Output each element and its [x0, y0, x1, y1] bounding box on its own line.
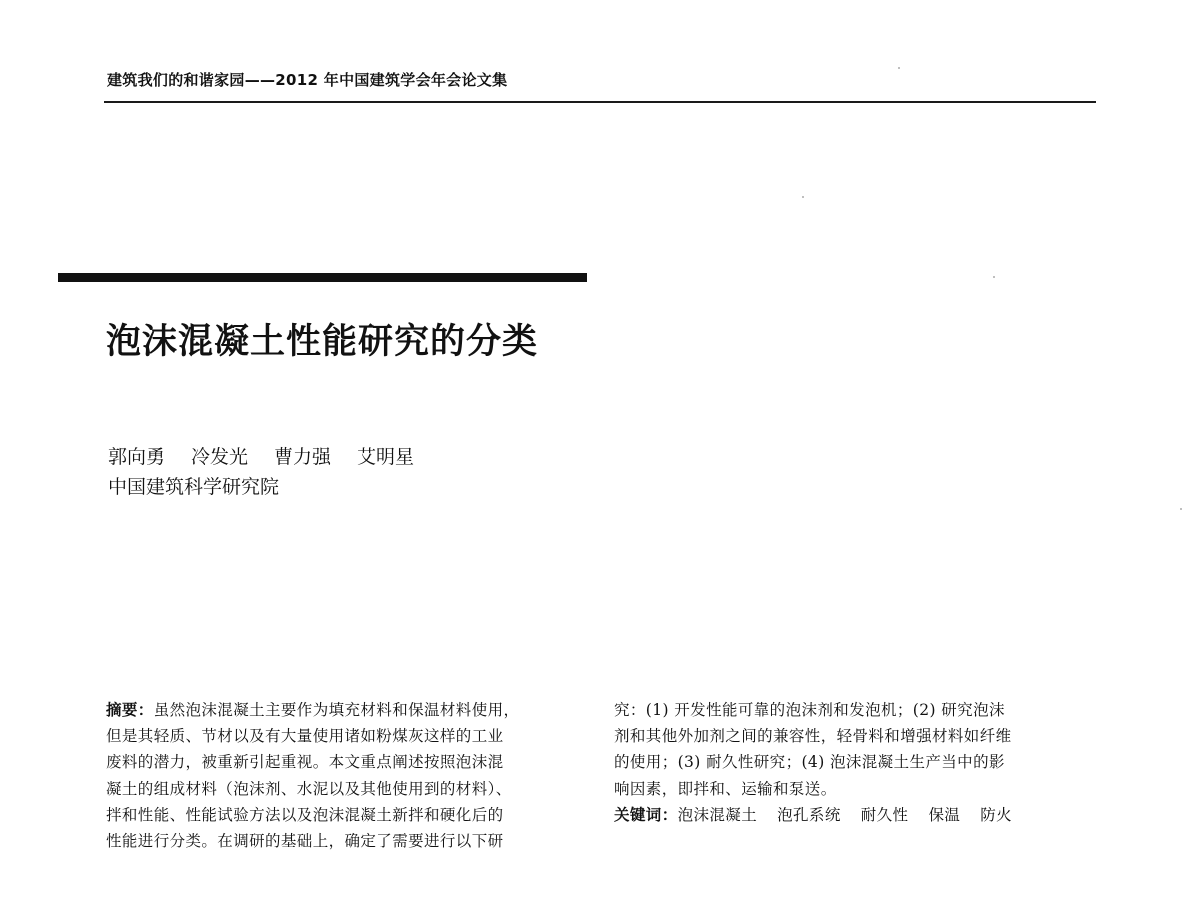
keyword: 耐久性: [860, 805, 909, 824]
keyword: 保温: [928, 805, 961, 824]
keywords-label: 关键词：: [614, 805, 678, 824]
abstract-line: 拌和性能、性能试验方法以及泡沫混凝土新拌和硬化后的: [106, 805, 504, 824]
abstract-line: 的使用；(3) 耐久性研究；(4) 泡沫混凝土生产当中的影: [614, 753, 1005, 772]
scan-speck: [898, 67, 900, 69]
keywords-line: [614, 802, 1100, 828]
abstract-text: 虽然泡沫混凝土主要作为填充材料和保温材料使用，: [153, 701, 520, 719]
abstract-line: 但是其轻质、节材以及有大量使用诸如粉煤灰这样的工业: [106, 727, 504, 746]
abstract-line: 废料的潜力，被重新引起重视。本文重点阐述按照泡沫混: [106, 753, 504, 772]
author-name: 艾明星: [357, 446, 415, 468]
scan-speck: [1180, 508, 1182, 510]
abstract-line: 性能进行分类。在调研的基础上，确定了需要进行以下研: [106, 832, 504, 851]
author-name: 曹力强: [274, 446, 332, 468]
keyword: 防火: [980, 805, 1013, 824]
running-header: 建筑我们的和谐家园——2012 年中国建筑学会年会论文集: [107, 71, 508, 89]
scan-speck: [993, 276, 995, 278]
abstract-line: [106, 697, 592, 723]
author-name: 冷发光: [191, 446, 249, 468]
paper-title: 泡沫混凝土性能研究的分类: [106, 322, 539, 362]
keyword: 泡沫混凝土: [677, 805, 758, 824]
affiliation: 中国建筑科学研究院: [108, 476, 280, 498]
author-list: [108, 442, 414, 469]
abstract-line: 剂和其他外加剂之间的兼容性，轻骨料和增强材料如纤维: [614, 727, 1012, 746]
abstract-line: 响因素，即拌和、运输和泵送。: [614, 779, 837, 798]
abstract-column-right: [614, 697, 1100, 828]
header-rule: [104, 101, 1096, 103]
abstract-column-left: [106, 697, 592, 854]
author-name: 郭向勇: [108, 446, 166, 468]
abstract-label: 摘要：: [106, 701, 154, 719]
abstract-line: 究：(1) 开发性能可靠的泡沫剂和发泡机；(2) 研究泡沫: [614, 701, 1005, 719]
title-bar: [58, 273, 587, 282]
abstract-line: 凝土的组成材料（泡沫剂、水泥以及其他使用到的材料）、: [106, 779, 512, 798]
scan-speck: [802, 196, 804, 198]
keyword: 泡孔系统: [777, 805, 841, 824]
